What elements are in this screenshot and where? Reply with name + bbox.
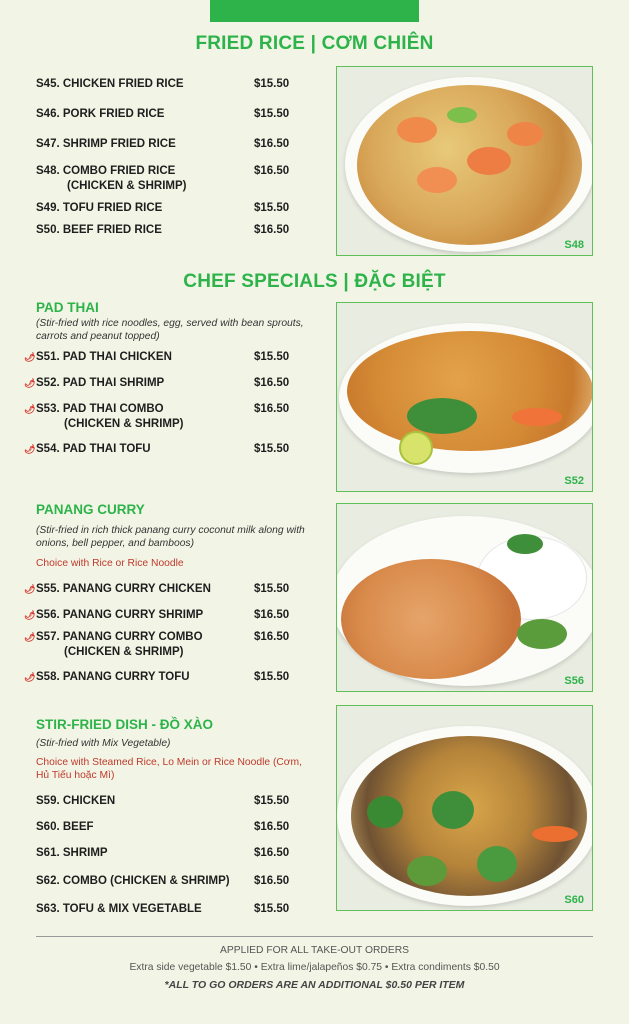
- shrimp: [467, 147, 511, 175]
- chili-pepper-icon: 🌶: [24, 378, 36, 388]
- carrots: [512, 408, 562, 426]
- top-banner-bar: [210, 0, 419, 22]
- item-price: $15.50: [254, 583, 290, 595]
- stir-fried-photo: [336, 705, 593, 911]
- shrimp: [417, 167, 457, 193]
- item-name-detail: (CHICKEN & SHRIMP): [64, 646, 184, 658]
- item-name: S57. PANANG CURRY COMBO: [36, 631, 203, 643]
- menu-item: [36, 164, 296, 194]
- item-price: $15.50: [254, 351, 290, 363]
- item-price: $16.50: [254, 224, 290, 236]
- broccoli: [432, 791, 474, 829]
- stir-fried-title: STIR-FRIED DISH - ĐỒ XÀO: [36, 717, 214, 732]
- item-price: $16.50: [254, 821, 290, 833]
- item-name: S50. BEEF FRIED RICE: [36, 224, 162, 236]
- menu-item: [24, 630, 296, 660]
- stir-fried-choice: Choice with Steamed Rice, Lo Mein or Rice Noodle (Cơm, Hủ Tiếu hoặc Mì): [36, 757, 302, 781]
- footer-divider: [36, 936, 593, 937]
- item-price: $16.50: [254, 847, 290, 859]
- item-price: $16.50: [254, 875, 290, 887]
- cucumber: [517, 619, 567, 649]
- item-price: $15.50: [254, 78, 290, 90]
- item-price: $15.50: [254, 202, 290, 214]
- item-name: S53. PAD THAI COMBO: [36, 403, 164, 415]
- item-name: S60. BEEF: [36, 821, 94, 833]
- shrimp: [397, 117, 437, 143]
- cilantro: [507, 534, 543, 554]
- item-name: S52. PAD THAI SHRIMP: [36, 377, 165, 389]
- broccoli: [477, 846, 517, 882]
- item-name: S61. SHRIMP: [36, 847, 108, 859]
- item-price: $16.50: [254, 631, 290, 643]
- item-name: S58. PANANG CURRY TOFU: [36, 671, 190, 683]
- item-name: S63. TOFU & MIX VEGETABLE: [36, 903, 202, 915]
- panang-curry-title: PANANG CURRY: [36, 502, 145, 517]
- fried-rice-title: FRIED RICE | CƠM CHIÊN: [195, 33, 434, 54]
- menu-item: [24, 402, 296, 432]
- pad-thai-photo: [336, 302, 593, 492]
- stir-fried-description: (Stir-fried with Mix Vegetable): [36, 738, 171, 749]
- shrimp: [507, 122, 543, 146]
- broccoli: [367, 796, 403, 828]
- photo-tag: S52: [564, 475, 584, 487]
- item-name: S59. CHICKEN: [36, 795, 116, 807]
- panang-curry-food: [341, 559, 521, 679]
- footer-heading: APPLIED FOR ALL TAKE-OUT ORDERS: [219, 945, 410, 956]
- footer-note: *ALL TO GO ORDERS ARE AN ADDITIONAL $0.50 PER ITEM: [164, 979, 465, 991]
- item-name: S55. PANANG CURRY CHICKEN: [36, 583, 211, 595]
- item-price: $16.50: [254, 138, 290, 150]
- item-price: $15.50: [254, 903, 290, 915]
- chef-specials-title: CHEF SPECIALS | ĐẶC BIỆT: [183, 271, 446, 292]
- item-name: S46. PORK FRIED RICE: [36, 108, 165, 120]
- lime-wedge: [399, 431, 433, 465]
- item-name: S51. PAD THAI CHICKEN: [36, 351, 172, 363]
- item-price: $15.50: [254, 795, 290, 807]
- chili-pepper-icon: 🌶: [24, 610, 36, 620]
- pad-thai-title: PAD THAI: [36, 300, 99, 315]
- green-onion: [447, 107, 477, 123]
- pad-thai-description: (Stir-fried with rice noodles, egg, served with bean sprouts, carrots and peanut topped): [36, 318, 304, 342]
- footer-extras: Extra side vegetable $1.50 • Extra lime/jalapeños $0.75 • Extra condiments $0.50: [129, 962, 500, 973]
- photo-tag: S56: [564, 675, 584, 687]
- item-name: S47. SHRIMP FRIED RICE: [36, 138, 176, 150]
- fried-rice-photo: [336, 66, 593, 256]
- pad-thai-noodles: [347, 331, 593, 451]
- item-price: $16.50: [254, 609, 290, 621]
- chili-pepper-icon: 🌶: [24, 632, 36, 642]
- item-name: S45. CHICKEN FRIED RICE: [36, 78, 184, 90]
- item-price: $15.50: [254, 671, 290, 683]
- carrots: [532, 826, 578, 842]
- panang-curry-description: (Stir-fried in rich thick panang curry coconut milk along with onions, bell pepper, and bamboos): [36, 525, 305, 549]
- item-name: S48. COMBO FRIED RICE: [36, 165, 176, 177]
- photo-tag: S60: [564, 894, 584, 906]
- panang-curry-photo: [336, 503, 593, 692]
- item-name: S62. COMBO (CHICKEN & SHRIMP): [36, 875, 230, 887]
- item-name: S54. PAD THAI TOFU: [36, 443, 151, 455]
- item-price: $16.50: [254, 165, 290, 177]
- item-name-detail: (CHICKEN & SHRIMP): [67, 180, 187, 192]
- panang-curry-choice: Choice with Rice or Rice Noodle: [36, 558, 184, 569]
- item-name: S56. PANANG CURRY SHRIMP: [36, 609, 204, 621]
- cilantro: [407, 398, 477, 434]
- chili-pepper-icon: 🌶: [24, 584, 36, 594]
- item-name-detail: (CHICKEN & SHRIMP): [64, 418, 184, 430]
- item-price: $16.50: [254, 377, 290, 389]
- item-price: $15.50: [254, 108, 290, 120]
- chili-pepper-icon: 🌶: [24, 352, 36, 362]
- broccoli: [407, 856, 447, 886]
- chili-pepper-icon: 🌶: [24, 672, 36, 682]
- item-price: $16.50: [254, 403, 290, 415]
- photo-tag: S48: [564, 239, 584, 251]
- chili-pepper-icon: 🌶: [24, 444, 36, 454]
- chili-pepper-icon: 🌶: [24, 404, 36, 414]
- item-price: $15.50: [254, 443, 290, 455]
- item-name: S49. TOFU FRIED RICE: [36, 202, 163, 214]
